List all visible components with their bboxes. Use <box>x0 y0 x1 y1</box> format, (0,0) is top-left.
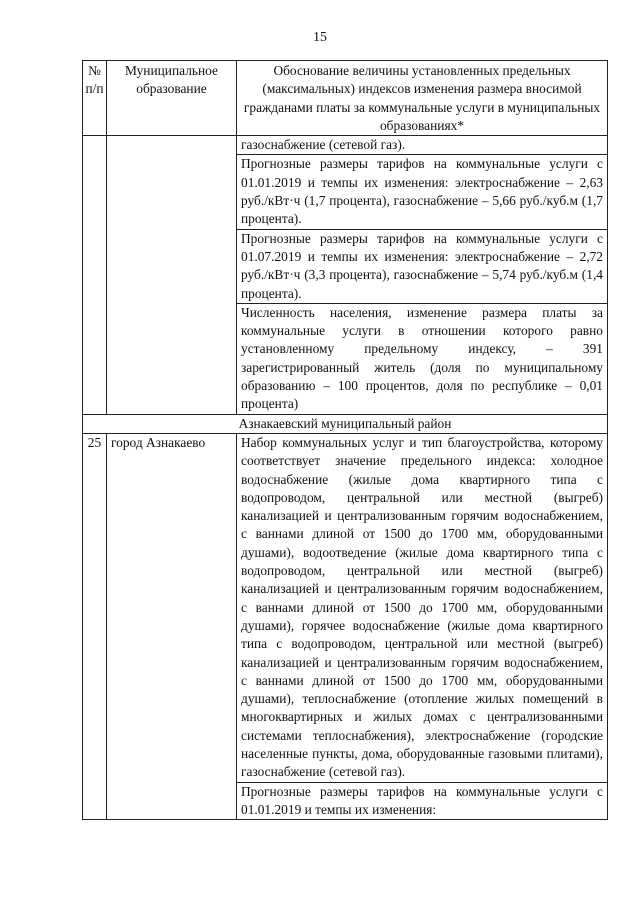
table-row-continuation <box>83 136 608 414</box>
row-num-cell <box>83 136 107 414</box>
row-justification-cell <box>237 136 608 414</box>
header-num: № п/п <box>83 61 107 136</box>
tariff-justification-table <box>82 60 608 820</box>
justification-segment: газоснабжение (сетевой газ). <box>241 137 406 153</box>
header-justification: Обоснование величины установленных предельных (максимальных) индексов изменения размера вносимой гражданами платы за коммунальные услуги в муниципальных образованиях* <box>237 61 608 136</box>
justification-segment: Прогнозные размеры тарифов на коммунальные услуги с 01.01.2019 и темпы их изменения: электроснабжение – 2,63 руб./кВт·ч (1,7 процента), газоснабжение – 5,66 руб./куб.м (1,7 процента). <box>237 154 607 228</box>
row-justification-cell <box>237 433 608 819</box>
row-municipality-cell <box>107 136 237 414</box>
row-municipality-cell: город Азнакаево <box>107 433 237 819</box>
table-row-entry <box>83 433 608 819</box>
header-municipality: Муниципальное образование <box>107 61 237 136</box>
justification-segment: Прогнозные размеры тарифов на коммунальные услуги с 01.01.2019 и темпы их изменения: <box>237 782 607 820</box>
row-num-cell: 25 <box>83 433 107 819</box>
table-header-row <box>83 61 608 136</box>
page-number: 15 <box>313 30 327 45</box>
district-heading: Азнакаевский муниципальный район <box>83 414 608 433</box>
justification-segment: Набор коммунальных услуг и тип благоустройства, которому соответствует значение предельного индекса: холодное водоснабжение (жилые дома квартирного типа с водопроводом, центральной или местной (выгреб) канализацией и централизованным горячим водоснабжением, с ваннами длиной от 1500 до 1700 мм, оборудованными душами), водоотведение (жилые дома квартирного типа с водопроводом, центральной или местной (выгреб) канализацией и централизованным горячим водоснабжением, с ваннами длиной от 1500 до 1700 мм, оборудованными душами), горячее водоснабжение (жилые дома квартирного типа с водопроводом, центральной или местной (выгреб) канализацией и централизованным горячим водоснабжением, с ваннами длиной от 1500 до 1700 мм, оборудованными душами), теплоснабжение (отопление жилых помещений в многоквартирных и жилых домах с централизованными системами теплоснабжения), электроснабжение (городские населенные пункты, дома, оборудованные газовыми плитами), газоснабжение (сетевой газ). <box>241 434 603 780</box>
justification-segment: Прогнозные размеры тарифов на коммунальные услуги с 01.07.2019 и темпы их изменения: электроснабжение – 2,72 руб./кВт·ч (3,3 процента), газоснабжение – 5,74 руб./куб.м (1,4 процента). <box>237 229 607 303</box>
district-heading-row <box>83 414 608 433</box>
justification-segment: Численность населения, изменение размера платы за коммунальные услуги в отношении которого равно установленному предельному индексу, – 391 зарегистрированный житель (доля по муниципальному образованию – 100 процентов, доля по республике – 0,01 процента) <box>237 303 607 414</box>
